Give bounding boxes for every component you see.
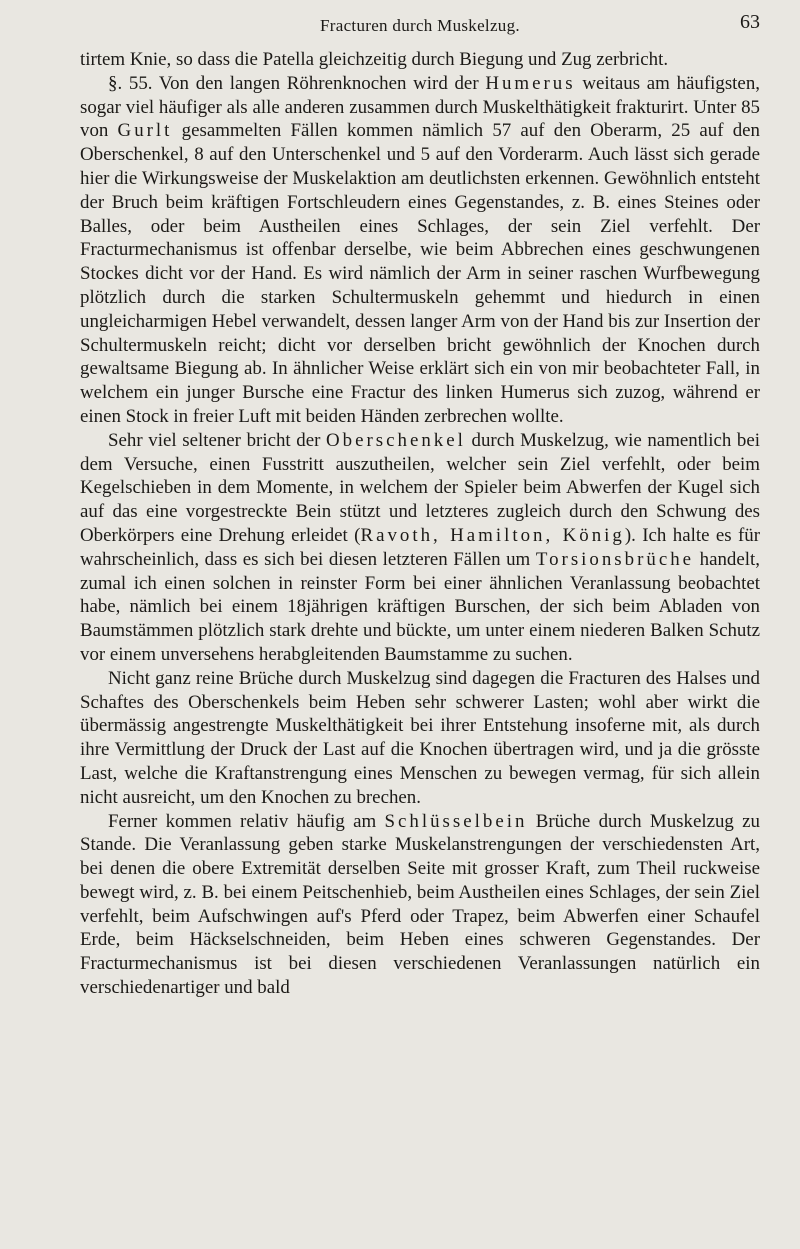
- text-segment: ). Ich halte es für wahrscheinlich, dass es sich bei diesen letzteren Fällen um: [80, 524, 761, 570]
- running-head: [80, 0, 760, 48]
- spaced-term-schluesselbein: Schlüsselbein: [384, 810, 528, 832]
- spaced-term-torsionsbrueche: Torsionsbrüche: [535, 548, 695, 570]
- paragraph-section-55: [80, 72, 760, 429]
- text-segment: durch Muskelzug, wie namentlich bei dem Versuche, einen Fusstritt auszutheilen, welcher sein Ziel verfehlt, oder beim Kegelschieben in dem Momente, in welchem der Spieler beim Abwerfen der Kugel sich auf das eine vorgestreckte Bein stützt und letzteres zugleich durch den Schwung des Oberkörpers eine Drehung erleidet (: [80, 429, 760, 546]
- spaced-name-gurlt: Gurlt: [117, 120, 173, 142]
- paragraph-schluesselbein: [80, 810, 760, 1000]
- page-number: 63: [740, 11, 760, 33]
- text-segment: Nicht ganz reine Brüche durch Muskelzug sind dagegen die Fracturen des Halses und Schaftes des Oberschenkels beim Heben sehr schwerer Lasten; wohl aber wirkt die übermässig angestrengte Muskelthätigkeit bei ihrer Entstehung insoferne mit, als durch ihre Vermittlung der Druck der Last auf die Knochen übertragen wird, und ja die grösste Last, welche die Kraftanstrengung eines Menschen zu bewegen vermag, für sich allein nicht ausreicht, um den Knochen zu brechen.: [80, 667, 760, 808]
- text-segment: Ferner kommen relativ häufig am: [108, 810, 385, 832]
- spaced-names-authors: Ravoth, Hamilton, König: [360, 524, 625, 546]
- spaced-term-humerus: Humerus: [485, 72, 576, 94]
- running-head-title: Fracturen durch Muskelzug.: [320, 16, 520, 35]
- text-segment: gesammelten Fällen kommen nämlich 57 auf den Oberarm, 25 auf den Oberschenkel, 8 auf den Unterschenkel und 5 auf den Vorderarm. Auch lässt sich gerade hier die Wirkungsweise der Muskelaktion am deutlichsten erkennen. Gewöhnlich entsteht der Bruch beim kräftigen Fortschleudern eines Gegenstandes, z. B. eines Steines oder Balles, oder beim Austheilen eines Schlages, der sein Ziel verfehlt. Der Fracturmechanismus ist offenbar derselbe, wie beim Abbrechen eines geschwungenen Stockes dicht vor der Hand. Es wird nämlich der Arm in seiner raschen Wurfbewegung plötzlich durch die starken Schultermuskeln gehemmt und hiedurch in einen ungleicharmigen Hebel verwandelt, dessen langer Arm von der Hand bis zur Insertion der Schultermuskeln reicht; dicht vor derselben bricht gewöhnlich der Knochen durch gewaltsame Biegung ab. In ähnlicher Weise erklärt sich ein von mir beobachteter Fall, in welchem ein junger Bursche eine Fractur des linken Humerus sich zuzog, während er einen Stock in freier Luft mit beiden Händen zerbrechen wollte.: [80, 120, 760, 427]
- text-segment: handelt, zumal ich einen solchen in reinster Form bei einer ähnlichen Veranlassung beobachtet habe, nämlich bei einem 18jährigen kräftigen Burschen, der sich beim Abladen von Baumstämmen plötzlich stark drehte und bückte, um unter einem niederen Balken Schutz vor einem unversehens herabgleitenden Baumstamme zu suchen.: [80, 548, 760, 665]
- paragraph-halses: [80, 667, 760, 810]
- text-segment: Brüche durch Muskelzug zu Stande. Die Veranlassung geben starke Muskelanstrengungen der verschiedensten Art, bei denen die obere Extremität derselben Seite mit grosser Kraft, zum Theil ruckweise bewegt wird, z. B. bei einem Peitschenhieb, beim Austheilen eines Schlages, der sein Ziel verfehlt, beim Aufschwingen auf's Pferd oder Trapez, beim Abwerfen einer Schaufel Erde, beim Häckselschneiden, beim Heben eines schweren Gegenstandes. Der Fracturmechanismus ist bei diesen verschiedenen Veranlassungen natürlich ein verschiedenartiger und bald: [80, 810, 760, 999]
- text-segment: §. 55. Von den langen Röhrenknochen wird der: [108, 72, 486, 94]
- paragraph-continuation: [80, 48, 760, 72]
- body-text: [80, 48, 760, 1000]
- text-segment: tirtem Knie, so dass die Patella gleichzeitig durch Biegung und Zug zerbricht.: [80, 49, 669, 70]
- paragraph-oberschenkel: [80, 429, 760, 667]
- text-segment: Sehr viel seltener bricht der: [108, 429, 327, 451]
- spaced-term-oberschenkel: Oberschenkel: [326, 429, 466, 451]
- text-segment: weitaus am häufigsten, sogar viel häufiger als alle anderen zusammen durch Muskelthätigkeit frakturirt. Unter 85 von: [80, 72, 760, 142]
